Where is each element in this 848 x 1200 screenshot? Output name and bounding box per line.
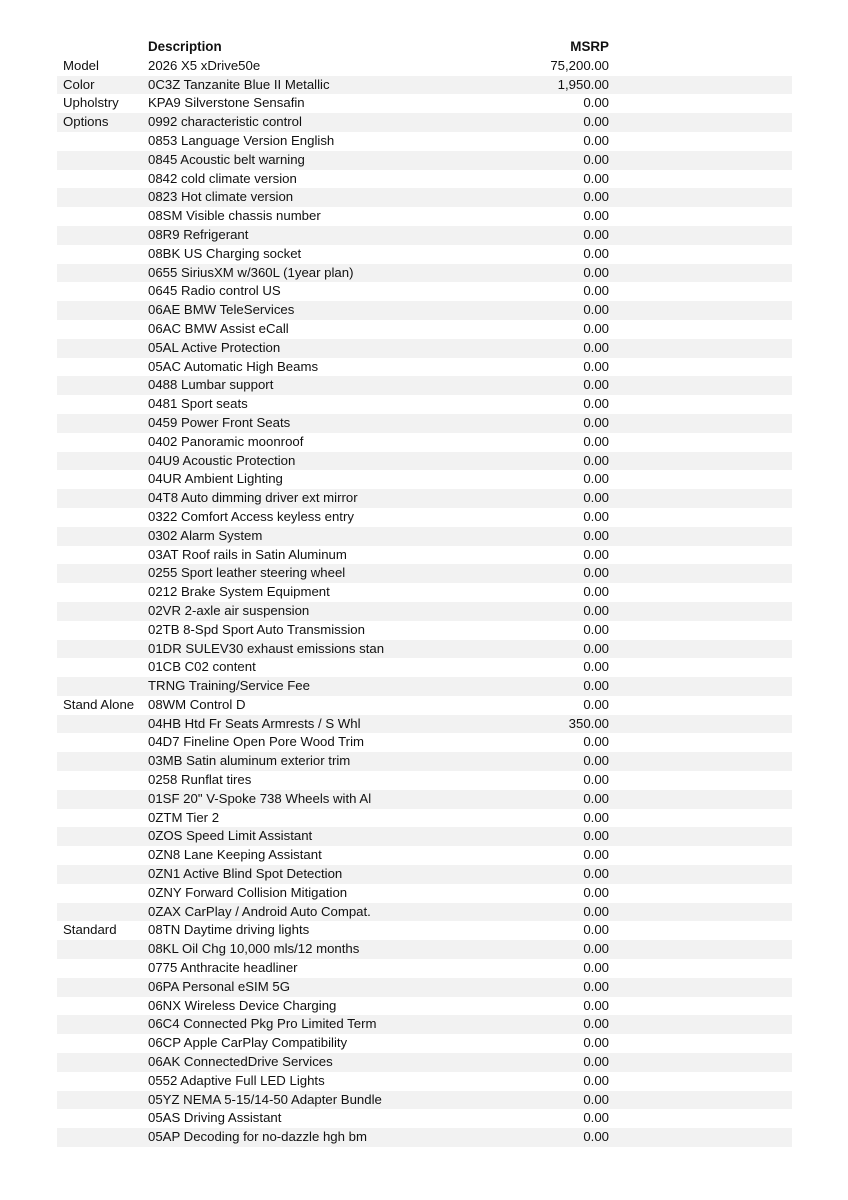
row-msrp: 0.00 (583, 678, 609, 694)
row-description: 08SM Visible chassis number (148, 208, 321, 224)
row-msrp: 0.00 (583, 339, 609, 355)
row-description: 08KL Oil Chg 10,000 mls/12 months (148, 941, 360, 957)
row-msrp: 0.00 (583, 452, 609, 468)
row-description: 05YZ NEMA 5-15/14-50 Adapter Bundle (148, 1091, 382, 1107)
row-msrp: 0.00 (583, 114, 609, 130)
row-msrp: 0.00 (583, 1072, 609, 1088)
table-row (57, 1091, 792, 1110)
row-msrp: 0.00 (583, 621, 609, 637)
price-sheet (57, 38, 792, 1147)
table-row (57, 790, 792, 809)
row-msrp: 0.00 (583, 95, 609, 111)
table-row (57, 452, 792, 471)
table-row (57, 771, 792, 790)
row-description: 01CB C02 content (148, 659, 256, 675)
row-description: TRNG Training/Service Fee (148, 678, 310, 694)
msrp-column-header: MSRP (570, 39, 609, 54)
row-description: 08WM Control D (148, 696, 246, 712)
row-msrp: 0.00 (583, 1110, 609, 1126)
row-description: 04HB Htd Fr Seats Armrests / S Whl (148, 715, 361, 731)
row-msrp: 0.00 (583, 978, 609, 994)
row-msrp: 0.00 (583, 960, 609, 976)
row-description: 0ZNY Forward Collision Mitigation (148, 884, 348, 900)
row-msrp: 0.00 (583, 790, 609, 806)
row-msrp: 0.00 (583, 527, 609, 543)
table-row (57, 921, 792, 940)
row-description: 06AK ConnectedDrive Services (148, 1054, 333, 1070)
row-msrp: 0.00 (583, 866, 609, 882)
table-row (57, 583, 792, 602)
row-description: 0552 Adaptive Full LED Lights (148, 1072, 325, 1088)
row-category: Model (63, 57, 99, 73)
table-row (57, 621, 792, 640)
table-row (57, 677, 792, 696)
table-row (57, 959, 792, 978)
row-description: 01SF 20" V-Spoke 738 Wheels with Al (148, 790, 372, 806)
table-body (57, 57, 792, 1147)
table-row (57, 320, 792, 339)
row-msrp: 0.00 (583, 358, 609, 374)
table-row (57, 207, 792, 226)
table-row (57, 640, 792, 659)
description-column-header: Description (148, 39, 222, 54)
table-row (57, 1053, 792, 1072)
row-category: Options (63, 114, 109, 130)
table-row (57, 282, 792, 301)
table-row (57, 170, 792, 189)
row-description: 06C4 Connected Pkg Pro Limited Term (148, 1016, 377, 1032)
row-description: 05AC Automatic High Beams (148, 358, 319, 374)
row-msrp: 0.00 (583, 226, 609, 242)
row-msrp: 0.00 (583, 903, 609, 919)
row-description: KPA9 Silverstone Sensafin (148, 95, 305, 111)
row-description: 08BK US Charging socket (148, 245, 302, 261)
row-description: 0488 Lumbar support (148, 377, 274, 393)
table-row (57, 602, 792, 621)
row-msrp: 0.00 (583, 377, 609, 393)
row-description: 0459 Power Front Seats (148, 414, 291, 430)
row-description: 0842 cold climate version (148, 170, 297, 186)
table-row (57, 339, 792, 358)
row-description: 05AP Decoding for no-dazzle hgh bm (148, 1129, 367, 1145)
row-msrp: 1,950.00 (557, 76, 609, 92)
table-row (57, 76, 792, 95)
row-description: 0992 characteristic control (148, 114, 302, 130)
table-row (57, 1128, 792, 1147)
table-row (57, 884, 792, 903)
row-description: 0ZTM Tier 2 (148, 809, 220, 825)
row-msrp: 75,200.00 (550, 57, 609, 73)
row-msrp: 350.00 (568, 715, 609, 731)
row-msrp: 0.00 (583, 1035, 609, 1051)
row-description: 0ZN1 Active Blind Spot Detection (148, 866, 343, 882)
row-msrp: 0.00 (583, 565, 609, 581)
table-header (57, 38, 792, 57)
table-row (57, 546, 792, 565)
row-description: 0322 Comfort Access keyless entry (148, 508, 354, 524)
row-description: 0655 SiriusXM w/360L (1year plan) (148, 264, 354, 280)
table-row (57, 94, 792, 113)
table-row (57, 188, 792, 207)
row-description: 0845 Acoustic belt warning (148, 151, 305, 167)
row-msrp: 0.00 (583, 602, 609, 618)
row-description: 0823 Hot climate version (148, 189, 294, 205)
table-row (57, 489, 792, 508)
row-description: 06CP Apple CarPlay Compatibility (148, 1035, 348, 1051)
table-row (57, 696, 792, 715)
row-msrp: 0.00 (583, 1129, 609, 1145)
table-row (57, 903, 792, 922)
row-description: 0645 Radio control US (148, 283, 281, 299)
row-msrp: 0.00 (583, 208, 609, 224)
row-description: 0212 Brake System Equipment (148, 584, 330, 600)
row-description: 02TB 8-Spd Sport Auto Transmission (148, 621, 365, 637)
row-msrp: 0.00 (583, 414, 609, 430)
table-row (57, 508, 792, 527)
table-row (57, 113, 792, 132)
row-description: 05AS Driving Assistant (148, 1110, 282, 1126)
row-description: 0258 Runflat tires (148, 772, 252, 788)
row-msrp: 0.00 (583, 433, 609, 449)
row-msrp: 0.00 (583, 847, 609, 863)
table-row (57, 564, 792, 583)
table-row (57, 301, 792, 320)
table-row (57, 226, 792, 245)
table-row (57, 978, 792, 997)
row-msrp: 0.00 (583, 828, 609, 844)
row-description: 0ZOS Speed Limit Assistant (148, 828, 313, 844)
row-msrp: 0.00 (583, 772, 609, 788)
table-row (57, 132, 792, 151)
table-row (57, 433, 792, 452)
row-description: 2026 X5 xDrive50e (148, 57, 261, 73)
table-row (57, 1015, 792, 1034)
row-description: 02VR 2-axle air suspension (148, 602, 310, 618)
table-row (57, 358, 792, 377)
row-description: 0C3Z Tanzanite Blue II Metallic (148, 76, 330, 92)
table-row (57, 1034, 792, 1053)
row-description: 04UR Ambient Lighting (148, 471, 283, 487)
row-msrp: 0.00 (583, 283, 609, 299)
table-row (57, 809, 792, 828)
table-row (57, 715, 792, 734)
row-msrp: 0.00 (583, 753, 609, 769)
row-description: 0775 Anthracite headliner (148, 960, 298, 976)
row-msrp: 0.00 (583, 132, 609, 148)
row-category: Stand Alone (63, 696, 135, 712)
table-row (57, 527, 792, 546)
row-msrp: 0.00 (583, 640, 609, 656)
table-row (57, 733, 792, 752)
row-msrp: 0.00 (583, 396, 609, 412)
row-description: 08TN Daytime driving lights (148, 922, 310, 938)
row-msrp: 0.00 (583, 189, 609, 205)
table-row (57, 376, 792, 395)
table-row (57, 997, 792, 1016)
table-row (57, 414, 792, 433)
row-msrp: 0.00 (583, 1054, 609, 1070)
row-description: 05AL Active Protection (148, 339, 281, 355)
row-msrp: 0.00 (583, 490, 609, 506)
row-msrp: 0.00 (583, 320, 609, 336)
row-description: 06AC BMW Assist eCall (148, 320, 289, 336)
table-row (57, 940, 792, 959)
row-description: 08R9 Refrigerant (148, 226, 249, 242)
table-row (57, 245, 792, 264)
row-description: 04T8 Auto dimming driver ext mirror (148, 490, 358, 506)
table-row (57, 865, 792, 884)
row-msrp: 0.00 (583, 884, 609, 900)
row-category: Upholstry (63, 95, 119, 111)
row-description: 03MB Satin aluminum exterior trim (148, 753, 351, 769)
row-msrp: 0.00 (583, 471, 609, 487)
table-row (57, 1109, 792, 1128)
row-msrp: 0.00 (583, 734, 609, 750)
row-msrp: 0.00 (583, 584, 609, 600)
table-row (57, 57, 792, 76)
row-category: Color (63, 76, 95, 92)
row-msrp: 0.00 (583, 245, 609, 261)
row-msrp: 0.00 (583, 696, 609, 712)
table-row (57, 658, 792, 677)
table-row (57, 151, 792, 170)
table-row (57, 395, 792, 414)
row-msrp: 0.00 (583, 151, 609, 167)
row-description: 04U9 Acoustic Protection (148, 452, 296, 468)
row-msrp: 0.00 (583, 997, 609, 1013)
table-row (57, 827, 792, 846)
row-description: 0ZN8 Lane Keeping Assistant (148, 847, 322, 863)
row-description: 0402 Panoramic moonroof (148, 433, 304, 449)
table-row (57, 846, 792, 865)
row-msrp: 0.00 (583, 659, 609, 675)
row-msrp: 0.00 (583, 546, 609, 562)
row-description: 0ZAX CarPlay / Android Auto Compat. (148, 903, 371, 919)
row-msrp: 0.00 (583, 809, 609, 825)
table-row (57, 1072, 792, 1091)
row-description: 0853 Language Version English (148, 132, 335, 148)
row-msrp: 0.00 (583, 170, 609, 186)
row-description: 06AE BMW TeleServices (148, 302, 295, 318)
row-description: 0481 Sport seats (148, 396, 248, 412)
row-msrp: 0.00 (583, 264, 609, 280)
row-msrp: 0.00 (583, 1091, 609, 1107)
row-msrp: 0.00 (583, 302, 609, 318)
row-msrp: 0.00 (583, 941, 609, 957)
row-msrp: 0.00 (583, 1016, 609, 1032)
row-msrp: 0.00 (583, 922, 609, 938)
row-description: 06PA Personal eSIM 5G (148, 978, 290, 994)
row-description: 0302 Alarm System (148, 527, 263, 543)
row-description: 03AT Roof rails in Satin Aluminum (148, 546, 347, 562)
table-row (57, 264, 792, 283)
row-description: 01DR SULEV30 exhaust emissions stan (148, 640, 385, 656)
row-description: 04D7 Fineline Open Pore Wood Trim (148, 734, 364, 750)
row-description: 0255 Sport leather steering wheel (148, 565, 346, 581)
row-description: 06NX Wireless Device Charging (148, 997, 337, 1013)
row-category: Standard (63, 922, 117, 938)
table-row (57, 470, 792, 489)
table-row (57, 752, 792, 771)
row-msrp: 0.00 (583, 508, 609, 524)
